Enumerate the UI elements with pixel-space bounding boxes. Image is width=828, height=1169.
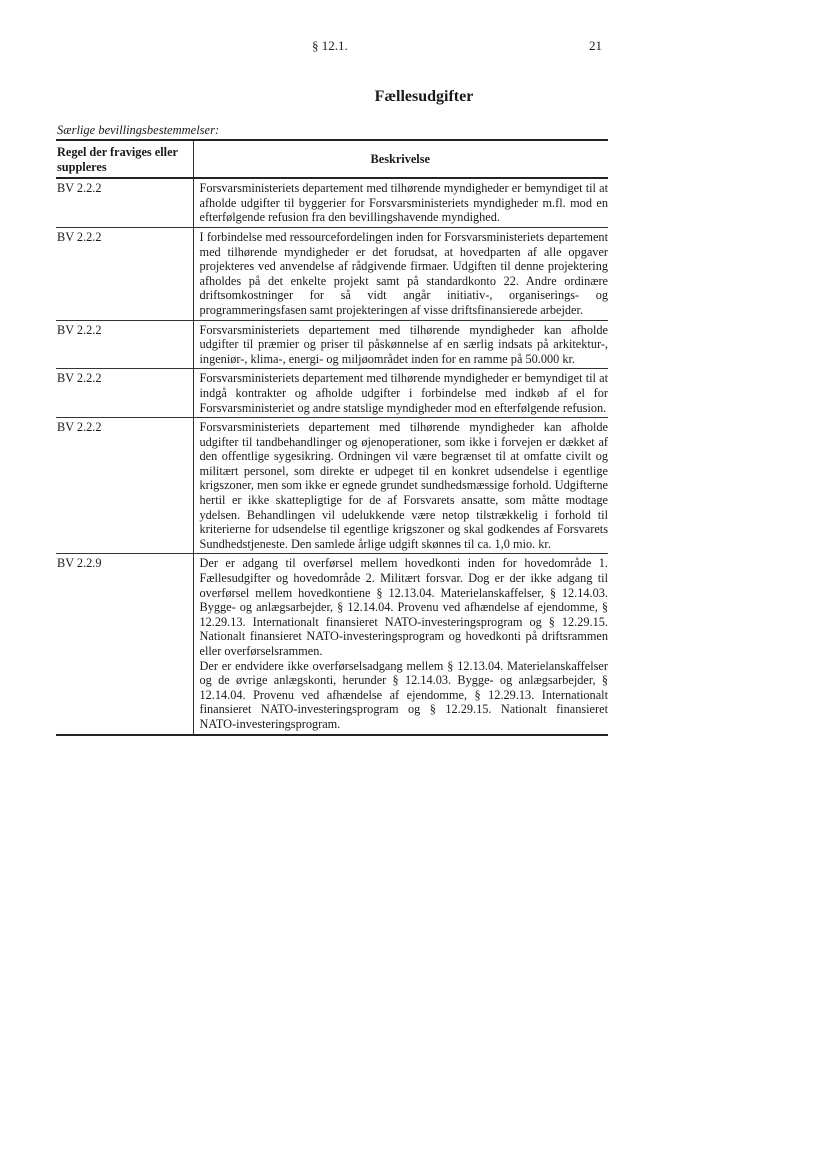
description-paragraph: Forsvarsministeriets departement med tilhørende myndigheder er bemyndiget til at indgå kontrakter og afholde udgifter i forbindelse med indkøb af el for Forsvarsministeriet og andre statslige myndigheder mod en efterfølgende refusion. — [199, 371, 608, 415]
rule-description — [193, 369, 608, 418]
rule-reference: BV 2.2.2 — [56, 369, 193, 418]
column-header-description: Beskrivelse — [193, 140, 608, 178]
section-subheading: Særlige bevillingsbestemmelser: — [57, 123, 220, 137]
page-header — [0, 38, 828, 58]
description-paragraph: Der er endvidere ikke overførselsadgang mellem § 12.13.04. Materielanskaffelser og de øvrige anlægskonti, herunder § 12.14.03. Bygge- og anlægsarbejder, § 12.14.04. Provenu ved afhændelse af ejendomme, § 12.29.13. Internationalt finansieret NATO-investeringsprogram og § 12.29.15. Nationalt finansieret NATO-investeringsprogram. — [199, 658, 608, 731]
table-row — [56, 369, 608, 418]
description-paragraph: Forsvarsministeriets departement med tilhørende myndigheder er bemyndiget til at afholde udgifter til byggerier for Forsvarsministeriets myndigheder m.fl. mod en efterfølgende refusion fra den bevillingshavende myndighed. — [199, 181, 608, 225]
page-number: 21 — [589, 38, 602, 53]
description-paragraph: Forsvarsministeriets departement med tilhørende myndigheder kan afholde udgifter til præmier og priser til påskønnelse af en særlig indsats på arkitektur-, ingeniør-, klima-, energi- og miljøområdet inden for en ramme på 50.000 kr. — [199, 322, 608, 366]
table-row — [56, 320, 608, 369]
rule-reference: BV 2.2.9 — [56, 554, 193, 735]
rule-description — [193, 554, 608, 735]
table-row — [56, 178, 608, 227]
rule-reference: BV 2.2.2 — [56, 178, 193, 227]
rule-description — [193, 178, 608, 227]
table-row — [56, 227, 608, 320]
column-header-rule: Regel der fraviges eller suppleres — [56, 140, 193, 178]
page-title: Fællesudgifter — [374, 88, 474, 105]
rule-description — [193, 418, 608, 554]
rule-reference: BV 2.2.2 — [56, 320, 193, 369]
appropriation-rules-table — [56, 139, 608, 736]
rule-description — [193, 320, 608, 369]
table-row — [56, 418, 608, 554]
table-body — [56, 178, 608, 734]
rule-reference: BV 2.2.2 — [56, 227, 193, 320]
table-row — [56, 554, 608, 735]
rule-description — [193, 227, 608, 320]
description-paragraph: Der er adgang til overførsel mellem hovedkonti inden for hovedområde 1. Fællesudgifter og hovedområde 2. Militært forsvar. Dog er der ikke adgang til overførsel mellem hovedkontiene § 12.13.04. Materielanskaffelser, § 12.14.03. Bygge- og anlægsarbejder, § 12.14.04. Provenu ved afhændelse af ejendomme, § 12.29.13. Internationalt finansieret NATO-investeringsprogram og § 12.29.15. Nationalt finansieret NATO-investeringsprogram og hovedkonti på driftsrammen eller overførselsrammen. — [199, 556, 608, 658]
rule-reference: BV 2.2.2 — [56, 418, 193, 554]
description-paragraph: I forbindelse med ressourcefordelingen inden for Forsvarsministeriets departement med tilhørende myndigheder er det forudsat, at hovedparten af alle opgaver projekteres ved anvendelse af rådgivende firmaer. Udgiften til denne projektering afholdes på det enkelte projekt samt på standardkonto 22. Andre ordinære driftsomkostninger for så vidt angår initiativ-, organiserings- og programmeringsfasen samt projekteringen af visse driftsfinansierede arbejder. — [199, 229, 608, 317]
table-header-row — [56, 140, 608, 178]
section-reference: § 12.1. — [312, 38, 348, 53]
description-paragraph: Forsvarsministeriets departement med tilhørende myndigheder kan afholde udgifter til tandbehandlinger og øjenoperationer, som ikke i forvejen er dækket af den offentlige sygesikring. Ordningen vil være begrænset til at omfatte civilt og militært personel, som direkte er udpeget til en konkret udsendelse i egentlige krigszoner, men som ikke er egnede grundet sundhedsmæssige forhold. Udgifterne hertil er ikke skattepligtige for de af Forsvarets ansatte, som måtte modtage ydelsen. Behandlingen vil udelukkende være netop tilstrækkelig i forhold til kriterierne for udsendelse til egentlige krigszoner og skal godkendes af Forsvarets Sundhedstjeneste. Den samlede årlige udgift skønnes til ca. 1,0 mio. kr. — [199, 420, 608, 551]
